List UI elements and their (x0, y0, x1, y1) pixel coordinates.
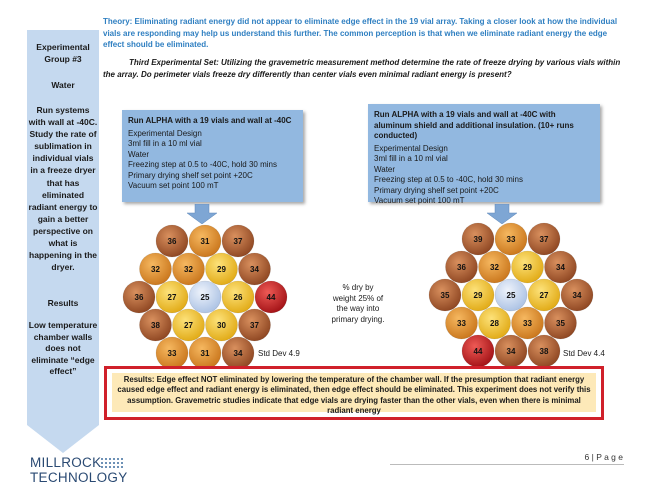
left-vial-label-3-0: 38 (151, 321, 160, 330)
sidebar-description: Run systems with wall at -40C. Study the rate of sublimation in individual vials in a freeze dryer that has eliminated radiant energy to gain a better perspective on what is happening in the dryer. (28, 105, 98, 273)
right-vial-label-4-0: 44 (473, 347, 483, 356)
right-vial-label-2-1: 29 (473, 291, 483, 300)
vial-array-left (123, 225, 287, 369)
left-vial-label-2-1: 27 (167, 293, 177, 302)
left-vial-label-2-0: 36 (134, 293, 144, 302)
panel-left-line: 3ml fill in a 10 ml vial (128, 139, 202, 148)
panel-right-line: Vacuum set point 100 mT (374, 196, 465, 205)
left-vial-label-1-0: 32 (151, 265, 160, 274)
left-vial-label-3-2: 30 (217, 321, 226, 330)
panel-right-line: Freezing step at 0.5 to -40C, hold 30 mins (374, 175, 523, 184)
right-vial-label-2-4: 34 (572, 291, 582, 300)
right-vial-label-0-2: 37 (539, 235, 549, 244)
left-vial-label-4-1: 31 (200, 349, 210, 358)
std-dev-right: Std Dev 4.4 (563, 349, 605, 358)
right-vial-label-2-0: 35 (440, 291, 450, 300)
sidebar-results-heading: Results (47, 298, 79, 308)
left-vial-label-4-0: 33 (167, 349, 177, 358)
right-vial-label-3-3: 35 (556, 319, 565, 328)
sidebar-results-summary: Low temperature chamber walls does not eliminate “edge effect” (28, 320, 98, 376)
left-vial-label-3-3: 37 (250, 321, 259, 330)
panel-left-line: Freezing step at 0.5 to -40C, hold 30 mins (128, 160, 277, 169)
right-vial-label-2-3: 27 (539, 291, 549, 300)
right-vial-label-1-1: 32 (490, 263, 499, 272)
results-box (104, 366, 604, 420)
left-vial-label-2-2: 25 (200, 293, 210, 302)
sidebar-title: Experimental Group #3 (36, 42, 90, 64)
right-vial-label-0-0: 39 (473, 235, 483, 244)
logo-line2: TECHNOLOGY (30, 470, 128, 485)
right-vial-label-1-3: 34 (556, 263, 565, 272)
left-vial-label-1-2: 29 (217, 265, 226, 274)
third-set-text: Third Experimental Set: Utilizing the gravemetric measurement method determine the rate of freeze drying by various vials within the array. Do perimeter vials freeze dry differently than center vials even minimal radiant energy is present? (103, 58, 621, 79)
right-vial-label-3-1: 28 (490, 319, 499, 328)
theory-text: Theory: Eliminating radiant energy did not appear to eliminate edge effect in the 19 vial array. Taking a closer look at how the individual vials are responding may help us understand this further. The common perception is that when we eliminate radiant energy the edge effect should be eliminated. (103, 17, 618, 49)
right-vial-label-4-2: 38 (539, 347, 549, 356)
panel-left-line: Water (128, 149, 150, 159)
results-text: Results: Edge effect NOT eliminated by lowering the temperature of the chamber wall. If the presumption that radiant energy caused edge effect and radiant energy is eliminated, then edge effect should be eliminated. This experiment does not verify this assumption. Gravemetric studies indicate that edge vials are drying faster than the other vials, even when there is minimal radiant energy (112, 373, 596, 412)
left-vial-label-4-2: 34 (233, 349, 243, 358)
vial-array-right (429, 223, 593, 367)
footer-divider (390, 464, 624, 465)
panel-right-line: 3ml fill in a 10 ml vial (374, 154, 448, 163)
left-vial-label-0-2: 37 (233, 237, 243, 246)
left-vial-label-0-1: 31 (200, 237, 210, 246)
right-vial-label-4-1: 34 (506, 347, 516, 356)
std-dev-left: Std Dev 4.9 (258, 349, 300, 358)
left-vial-label-2-3: 26 (233, 293, 243, 302)
right-vial-label-2-2: 25 (506, 291, 516, 300)
millrock-logo (30, 455, 128, 485)
left-vial-label-0-0: 36 (167, 237, 177, 246)
panel-left-line: Experimental Design (128, 128, 202, 138)
right-vial-label-1-2: 29 (523, 263, 532, 272)
panel-left-title: Run ALPHA with a 19 vials and wall at -40C (128, 116, 292, 125)
right-vial-label-0-1: 33 (506, 235, 516, 244)
logo-line1: MILLROCK (30, 455, 102, 470)
right-vial-label-3-0: 33 (457, 319, 466, 328)
left-vial-label-1-3: 34 (250, 265, 259, 274)
left-vial-label-3-1: 27 (184, 321, 193, 330)
right-vial-label-3-2: 33 (523, 319, 532, 328)
panel-right-title: Run ALPHA with a 19 vials and wall at -40C with aluminum shield and additional insulation. (10+ runs conducted) (374, 110, 574, 140)
right-vial-label-1-0: 36 (457, 263, 466, 272)
panel-right-line: Water (374, 164, 396, 174)
panel-right-line: Experimental Design (374, 143, 448, 153)
sidebar-subject: Water (51, 80, 75, 90)
panel-right-line: Primary drying shelf set point +20C (374, 185, 499, 195)
panel-left-line: Primary drying shelf set point +20C (128, 170, 253, 180)
logo-dots-icon (100, 457, 126, 469)
panel-left-line: Vacuum set point 100 mT (128, 181, 219, 190)
left-vial-label-2-4: 44 (266, 293, 276, 302)
left-vial-label-1-1: 32 (184, 265, 193, 274)
dry-weight-note: % dry by weight 25% of the way into primary drying. (331, 283, 385, 324)
page-number: 6 | P a g e (584, 452, 623, 462)
